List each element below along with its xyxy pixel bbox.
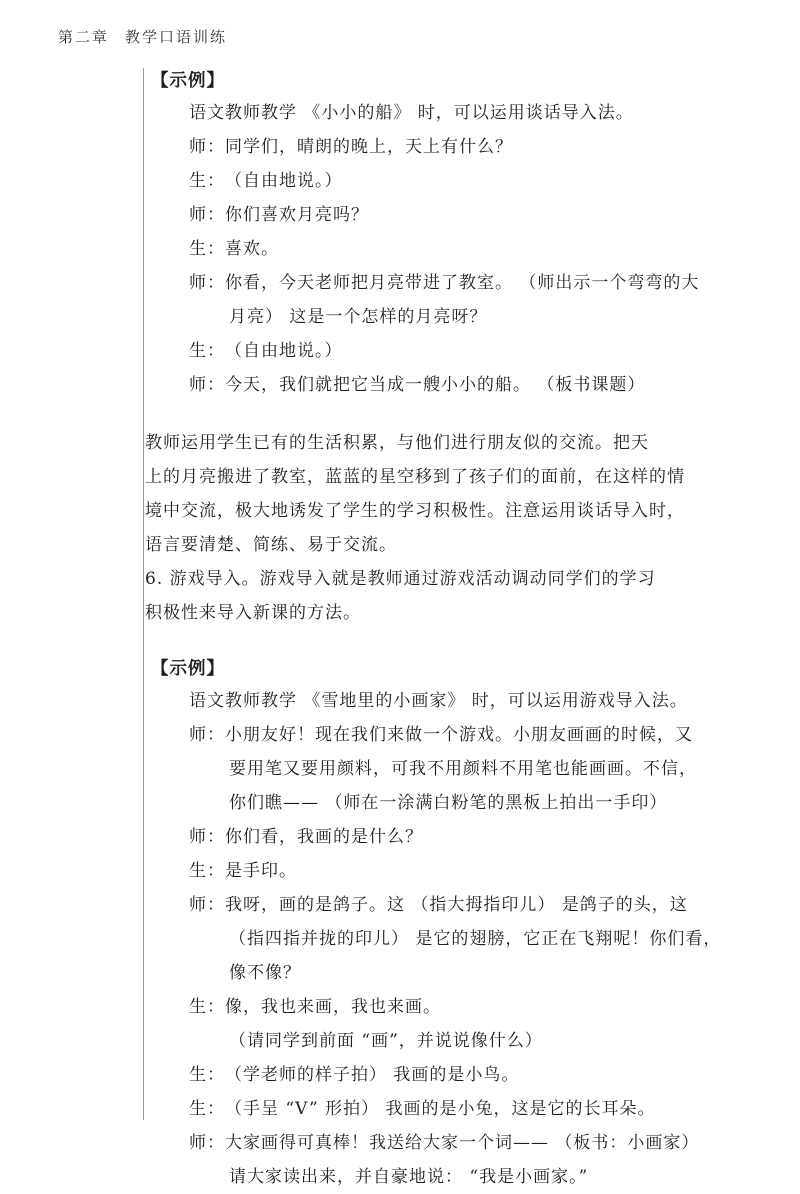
dialog-line: [145, 334, 785, 368]
example-section-2: [145, 654, 785, 1194]
dialog-line: [145, 1092, 785, 1126]
dialog-line: [145, 368, 785, 402]
dialog-line: [145, 1126, 785, 1160]
utterance-text: 你们瞧—— （师在一涂满白粉笔的黑板上拍出一手印）: [229, 793, 668, 813]
speaker-label: 师：: [189, 827, 225, 847]
utterance-text: 你们喜欢月亮吗？: [225, 205, 369, 225]
paragraph-line: 语言要清楚、简练、易于交流。: [145, 535, 397, 555]
dialog-line: [145, 888, 785, 922]
utterance-text: 大家画得可真棒！我送给大家一个词—— （板书：小画家）: [225, 1133, 700, 1153]
dialog-line: [145, 164, 785, 198]
speaker-label: 生：: [189, 1099, 225, 1119]
dialog-continuation-line: [145, 752, 785, 786]
dialog-line: [145, 130, 785, 164]
speaker-label: 师：: [189, 205, 225, 225]
dialog-line: [145, 990, 785, 1024]
chapter-title: 教学口语训练: [125, 28, 228, 46]
dialog-continuation-line: [145, 1160, 785, 1194]
dialog-continuation-line: [145, 786, 785, 820]
utterance-text: 像，我也来画，我也来画。: [225, 997, 441, 1017]
dialog-continuation-line: [145, 922, 785, 956]
dialog-line: [145, 198, 785, 232]
dialog-continuation-line: [145, 300, 785, 334]
paragraph-line: 6. 游戏导入。游戏导入就是教师通过游戏活动调动同学们的学习: [145, 569, 656, 589]
utterance-text: 像不像？: [229, 963, 301, 983]
dialog-line: [145, 1058, 785, 1092]
example-heading: 【示例】: [151, 659, 225, 679]
speaker-label: 师：: [189, 273, 225, 293]
utterance-text: 今天，我们就把它当成一艘小小的船。 （板书课题）: [225, 375, 646, 395]
speaker-label: 生：: [189, 861, 225, 881]
speaker-label: 师：: [189, 1133, 225, 1153]
page-content: [145, 66, 785, 1194]
utterance-text: 同学们，晴朗的晚上，天上有什么？: [225, 137, 513, 157]
dialog-continuation-line: [145, 956, 785, 990]
dialog-line: [145, 854, 785, 888]
dialog-continuation-line: [145, 1024, 785, 1058]
example-intro: 语文教师教学 《雪地里的小画家》 时，可以运用游戏导入法。: [189, 691, 688, 711]
utterance-text: 我呀，画的是鸽子。这 （指大拇指印儿） 是鸽子的头，这: [225, 895, 688, 915]
utterance-text: （请同学到前面 “画”，并说说像什么）: [229, 1031, 543, 1051]
example-intro: 语文教师教学 《小小的船》 时，可以运用谈话导入法。: [189, 103, 634, 123]
utterance-text: 你们看，我画的是什么？: [225, 827, 423, 847]
running-header: [58, 26, 227, 47]
utterance-text: （学老师的样子拍） 我画的是小鸟。: [225, 1065, 520, 1085]
utterance-text: 小朋友好！现在我们来做一个游戏。小朋友画画的时候，又: [225, 725, 693, 745]
dialog-line: [145, 232, 785, 266]
paragraph-line: 上的月亮搬进了教室，蓝蓝的星空移到了孩子们的面前，在这样的情: [145, 467, 685, 487]
speaker-label: 生：: [189, 239, 225, 259]
dialog-line: [145, 718, 785, 752]
dialog-line: [145, 820, 785, 854]
margin-rule: [143, 68, 144, 1120]
paragraph-line: 教师运用学生已有的生活积累，与他们进行朋友似的交流。把天: [145, 433, 649, 453]
speaker-label: 师：: [189, 725, 225, 745]
utterance-text: 月亮） 这是一个怎样的月亮呀？: [229, 307, 488, 327]
utterance-text: 是手印。: [225, 861, 297, 881]
dialog-block: [145, 130, 785, 402]
speaker-label: 师：: [189, 137, 225, 157]
speaker-label: 生：: [189, 1065, 225, 1085]
speaker-label: 生：: [189, 341, 225, 361]
utterance-text: 你看，今天老师把月亮带进了教室。 （师出示一个弯弯的大: [225, 273, 700, 293]
example-section-1: [145, 66, 785, 402]
game-intro-paragraph: [145, 562, 785, 630]
paragraph-line: 积极性来导入新课的方法。: [145, 603, 361, 623]
utterance-text: 要用笔又要用颜料，可我不用颜料不用笔也能画画。不信，: [229, 759, 697, 779]
speaker-label: 师：: [189, 895, 225, 915]
utterance-text: （指四指并拢的印儿） 是它的翅膀，它正在飞翔呢！你们看，: [229, 929, 722, 949]
utterance-text: （自由地说。）: [225, 341, 343, 361]
utterance-text: （自由地说。）: [225, 171, 343, 191]
chapter-number: 第二章: [58, 28, 110, 46]
paragraph-line: 境中交流，极大地诱发了学生的学习积极性。注意运用谈话导入时，: [145, 501, 685, 521]
dialog-line: [145, 266, 785, 300]
speaker-label: 生：: [189, 997, 225, 1017]
dialog-block: [145, 718, 785, 1194]
example-heading: 【示例】: [151, 71, 225, 91]
speaker-label: 生：: [189, 171, 225, 191]
speaker-label: 师：: [189, 375, 225, 395]
commentary-paragraph: [145, 426, 785, 562]
utterance-text: 喜欢。: [225, 239, 279, 259]
utterance-text: （手呈 “V” 形拍） 我画的是小兔，这是它的长耳朵。: [225, 1099, 656, 1119]
utterance-text: 请大家读出来，并自豪地说： “我是小画家。”: [229, 1167, 589, 1187]
